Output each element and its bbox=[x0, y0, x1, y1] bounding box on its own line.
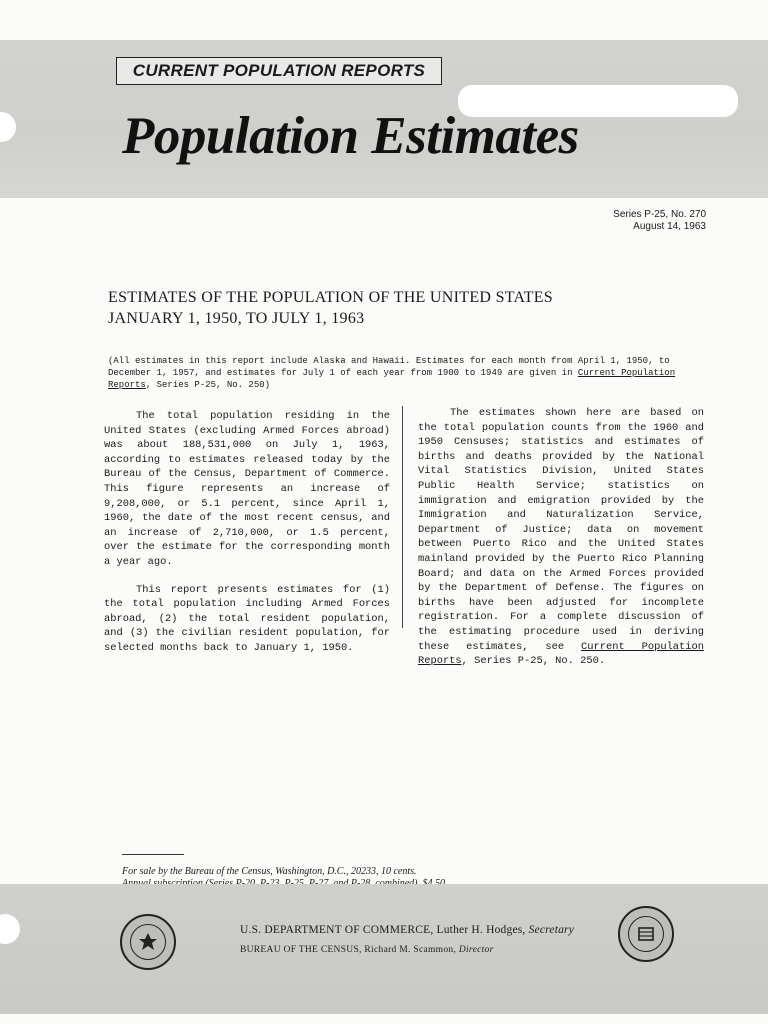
series-number: Series P-25, No. 270 bbox=[613, 209, 706, 220]
director-title: Director bbox=[458, 945, 494, 955]
department-name: U.S. DEPARTMENT OF COMMERCE, bbox=[240, 924, 434, 936]
footnote-rule bbox=[122, 854, 184, 855]
report-heading bbox=[108, 287, 553, 329]
release-date: August 14, 1963 bbox=[633, 221, 706, 232]
department-line bbox=[240, 924, 574, 936]
series-label: CURRENT POPULATION REPORTS bbox=[132, 61, 426, 80]
note-text-2: , Series P-25, No. 250) bbox=[145, 380, 271, 390]
right-column bbox=[418, 406, 704, 682]
right-text-2: , Series P-25, No. 250. bbox=[461, 655, 606, 668]
department-of-commerce-seal-icon bbox=[120, 914, 176, 970]
secretary-name: Luther H. Hodges, bbox=[436, 924, 526, 936]
series-label-box bbox=[116, 57, 442, 85]
note-reference-link: Current Population Reports bbox=[108, 368, 676, 390]
scope-note bbox=[108, 355, 678, 391]
left-paragraph-2: This report presents estimates for (1) the total population including Armed Forces abroad, (2) the total resident population, and (3) the civilian resident population, for selected months back to January 1, 1950. bbox=[104, 583, 390, 654]
secretary-title: Secretary bbox=[528, 924, 575, 936]
bureau-line bbox=[240, 945, 494, 955]
note-text-1: (All estimates in this report include Alaska and Hawaii. Estimates for each month from April 1, 1950, to December 1, 1957, and estimates for July 1 of each year from 1900 to 1949 are given in bbox=[108, 356, 670, 378]
right-text-1: The estimates shown here are based on the total population counts from the 1960 and 1950 Censuses; statistics and estimates of births and deaths provided by the National Vital Statistics Division, United States Public Health Service; statistics on immigration and emigration provided by the Immigration and Naturalization Service, Department of Justice; data on movement between Puerto Rico and the United States mainland provided by the Puerto Rico Planning Board; and data on the Armed Forces provided by the Department of Defense. The figures on births have been adjusted for incomplete registration. For a complete discussion of the estimating procedure used in deriving these estimates, see bbox=[418, 407, 704, 653]
director-name: Richard M. Scammon, bbox=[364, 945, 457, 955]
column-divider bbox=[402, 406, 403, 628]
page-title: Population Estimates bbox=[122, 107, 579, 165]
left-paragraph-1: The total population residing in the United States (excluding Armed Forces abroad) was about 188,531,000 on July 1, 1963, according to estimates released today by the Bureau of the Census, Department of Commerce. This figure represents an increase of 9,208,000, or 5.1 percent, since April 1, 1960, the date of the most recent census, and an increase of 2,710,000, or 1.5 percent, over the estimate for the corresponding month a year ago. bbox=[104, 410, 390, 568]
right-paragraph-1 bbox=[418, 406, 704, 669]
heading-line-2: JANUARY 1, 1950, TO JULY 1, 1963 bbox=[108, 310, 365, 327]
footnote-line-1: For sale by the Bureau of the Census, Washington, D.C., 20233, 10 cents. bbox=[122, 866, 417, 877]
heading-line-1: ESTIMATES OF THE POPULATION OF THE UNITED STATES bbox=[108, 289, 553, 306]
left-column bbox=[104, 409, 390, 669]
right-reference-link: Current Population Reports bbox=[418, 640, 704, 668]
bureau-of-census-seal-icon bbox=[618, 906, 674, 962]
bureau-name: BUREAU OF THE CENSUS, bbox=[240, 945, 362, 955]
series-metadata bbox=[613, 209, 706, 233]
